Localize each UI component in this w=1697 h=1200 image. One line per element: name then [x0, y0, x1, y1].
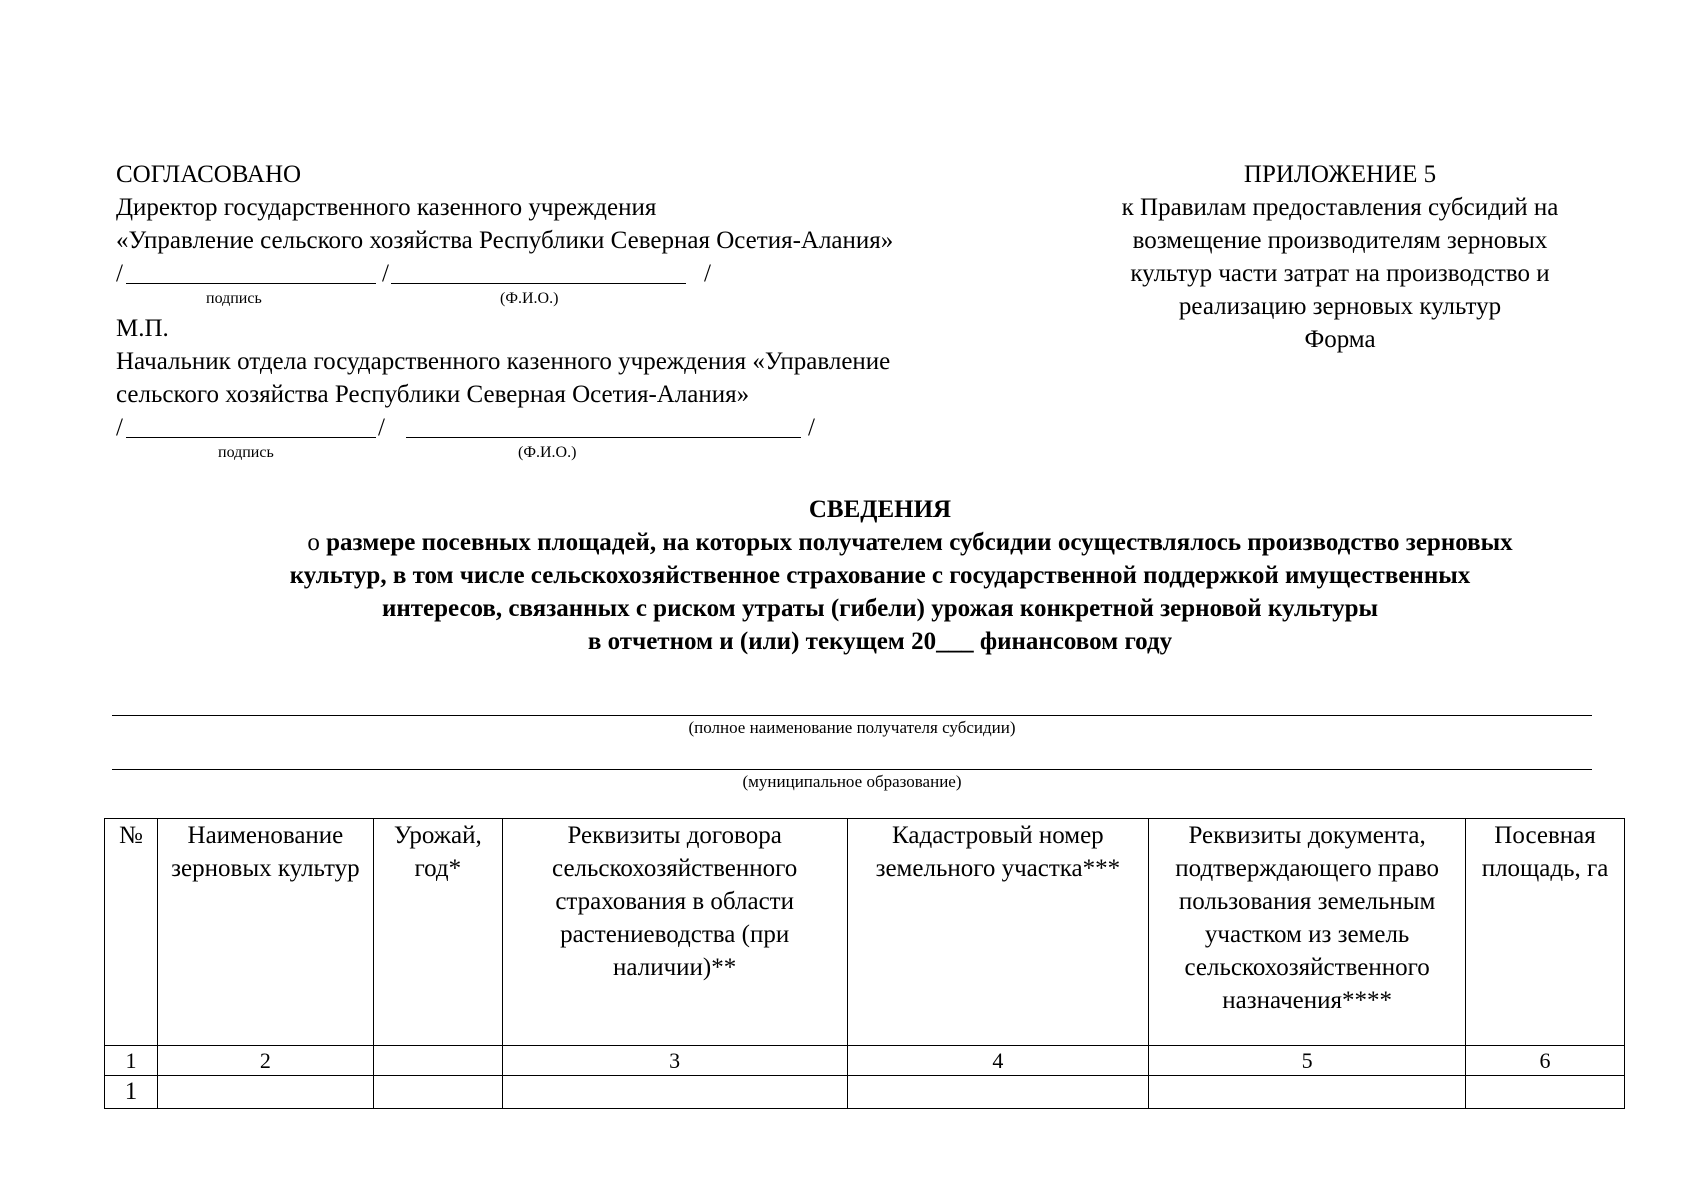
title-line-1 — [170, 526, 1590, 559]
column-number-cell: 3 — [502, 1046, 847, 1076]
recipient-caption: (полное наименование получателя субсидии) — [688, 718, 1016, 737]
table-header-row — [105, 819, 1625, 1046]
municipality-field[interactable] — [112, 769, 1592, 770]
col-header-land-use-document: Реквизиты документа, подтверждающего право пользования земельным участком из земель сельскохозяйственного назначения**** — [1149, 819, 1466, 1046]
column-number-cell: 2 — [157, 1046, 373, 1076]
approval-block — [116, 158, 1056, 466]
slash: / — [116, 414, 123, 441]
form-label: Форма — [1304, 326, 1376, 353]
col-header-insurance-contract: Реквизиты договора сельскохозяйственного страхования в области растениеводства (при наличии)** — [502, 819, 847, 1046]
slash: / — [378, 414, 385, 441]
title-line-2: культур, в том числе сельскохозяйственное страхование с государственной поддержкой имущественных — [289, 562, 1471, 589]
table-cell: 1 — [105, 1076, 158, 1109]
appendix-block — [1040, 158, 1640, 356]
document-title — [170, 493, 1590, 658]
table-row — [105, 1076, 1625, 1109]
col-header-sown-area: Посевная площадь, га — [1466, 819, 1625, 1046]
signature-caption: подпись — [218, 444, 274, 461]
fio-caption: (Ф.И.О.) — [500, 290, 559, 307]
title-line-1-text: размере посевных площадей, на которых получателем субсидии осуществлялось производство зерновых — [326, 529, 1513, 556]
column-number-cell: 1 — [105, 1046, 158, 1076]
director-title-line-2: «Управление сельского хозяйства Республики Северная Осетия-Алания» — [116, 227, 894, 254]
table-cell[interactable] — [847, 1076, 1149, 1109]
head-signature-field[interactable] — [126, 411, 376, 438]
stamp-label: М.П. — [116, 315, 169, 342]
title-line-4: в отчетном и (или) текущем 20___ финансовом году — [587, 628, 1173, 655]
table-cell[interactable] — [373, 1076, 502, 1109]
director-title-line-1: Директор государственного казенного учреждения — [116, 194, 657, 221]
appendix-line: к Правилам предоставления субсидий на — [1121, 194, 1559, 221]
appendix-line: культур части затрат на производство и — [1130, 260, 1550, 287]
column-number-cell: 5 — [1149, 1046, 1466, 1076]
crop-area-table — [104, 818, 1625, 1109]
head-title-line-1: Начальник отдела государственного казенного учреждения «Управление — [116, 348, 891, 375]
head-signature-captions — [116, 444, 1056, 466]
signature-caption: подпись — [206, 290, 262, 307]
director-signature-captions — [116, 290, 1056, 312]
column-number-cell — [373, 1046, 502, 1076]
approval-heading: СОГЛАСОВАНО — [116, 161, 302, 188]
table-row — [105, 1046, 1625, 1076]
table-cell[interactable] — [502, 1076, 847, 1109]
head-signature-row — [116, 411, 1056, 444]
slash: / — [808, 414, 815, 441]
municipality-caption: (муниципальное образование) — [742, 772, 962, 791]
column-number-cell: 6 — [1466, 1046, 1625, 1076]
table-cell[interactable] — [157, 1076, 373, 1109]
appendix-line: реализацию зерновых культур — [1178, 293, 1502, 320]
table-cell[interactable] — [1466, 1076, 1625, 1109]
col-header-number: № — [105, 819, 158, 1046]
col-header-harvest-year: Урожай, год* — [373, 819, 502, 1046]
col-header-crop-name: Наименование зерновых культур — [157, 819, 373, 1046]
column-number-cell: 4 — [847, 1046, 1149, 1076]
title-line-1-prefix: о — [307, 529, 320, 556]
slash: / — [704, 260, 711, 287]
recipient-name-field[interactable] — [112, 715, 1592, 716]
title-heading: СВЕДЕНИЯ — [808, 496, 952, 523]
slash: / — [116, 260, 123, 287]
head-fio-field[interactable] — [406, 411, 801, 438]
fio-caption: (Ф.И.О.) — [518, 444, 577, 461]
head-title-line-2: сельского хозяйства Республики Северная Осетия-Алания» — [116, 381, 750, 408]
slash: / — [382, 260, 389, 287]
director-signature-field[interactable] — [126, 257, 376, 284]
table-cell[interactable] — [1149, 1076, 1466, 1109]
director-signature-row — [116, 257, 1056, 290]
director-fio-field[interactable] — [391, 257, 686, 284]
appendix-title: ПРИЛОЖЕНИЕ 5 — [1243, 161, 1437, 188]
title-line-3: интересов, связанных с риском утраты (гибели) урожая конкретной зерновой культуры — [381, 595, 1379, 622]
col-header-cadastral-number: Кадастровый номер земельного участка*** — [847, 819, 1149, 1046]
appendix-line: возмещение производителям зерновых — [1132, 227, 1548, 254]
